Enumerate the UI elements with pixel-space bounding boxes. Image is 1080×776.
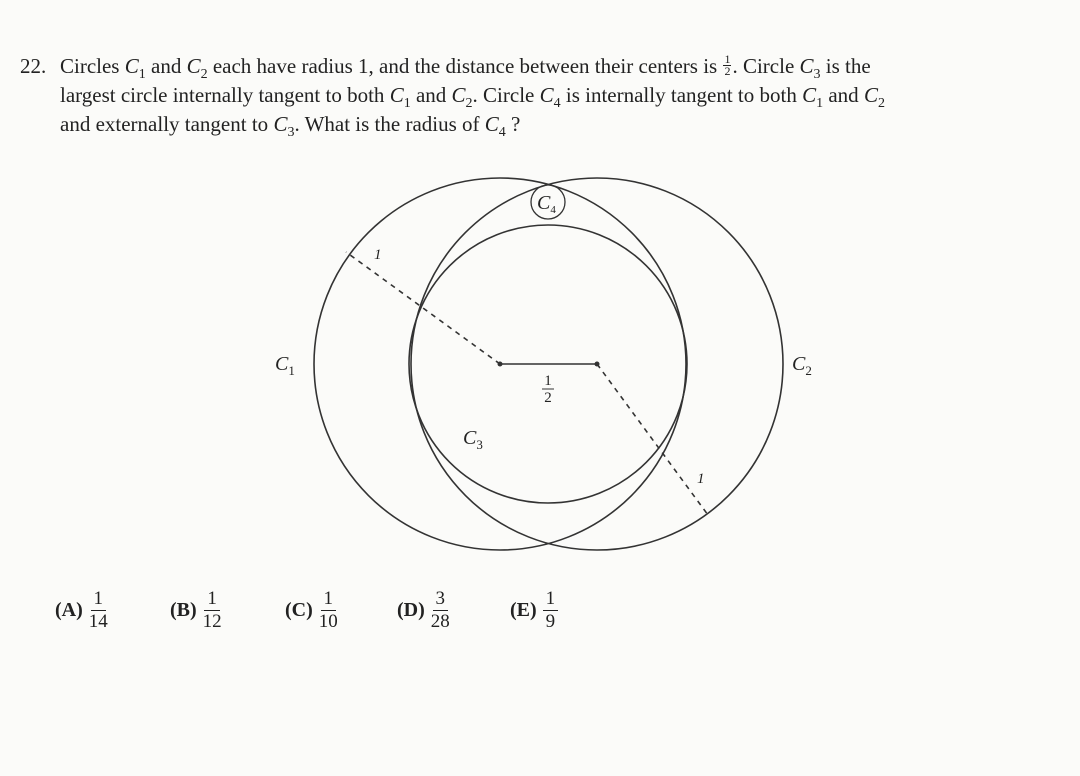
choice-a-fraction: $\frac{1}{14}$: [88, 588, 108, 632]
label-c4: $C_4$: [537, 192, 556, 216]
choice-a[interactable]: (A) $\frac{1}{14}$: [55, 588, 108, 632]
label-c3: $C_3$: [463, 427, 483, 452]
choice-c[interactable]: (C) $\frac{1}{10}$: [285, 588, 338, 632]
radius-dashed-right: [597, 364, 708, 515]
problem-line-1: Circles $C_1$ and $C_2$ each have radius 1, and the distance between their centers is $\frac{1}{2}$ . Circle $C_3$ is the: [60, 51, 871, 83]
choice-e[interactable]: (E) $\frac{1}{9}$: [510, 588, 558, 633]
problem-number: 22.: [20, 54, 47, 78]
label-c2: $C_2$: [792, 353, 812, 378]
problem-line-2: largest circle internally tangent to both $C_1$ and $C_2$. Circle $C_4$ is internally tangent to both $C_1$ and $C_2$: [60, 83, 885, 112]
label-c1: $C_1$: [275, 353, 295, 378]
choice-c-fraction: $\frac{1}{10}$: [318, 588, 338, 632]
inline-fraction-half: $\frac{1}{2}$: [724, 51, 731, 78]
radius-dashed-left: [346, 252, 500, 364]
radius-label-left: 1: [374, 247, 382, 263]
choice-e-fraction: $\frac{1}{9}$: [543, 588, 559, 633]
problem-line-3: and externally tangent to $C_3$. What is the radius of $C_4$ ?: [60, 112, 521, 141]
answer-choices: [55, 588, 655, 658]
choice-b-fraction: $\frac{1}{12}$: [202, 588, 222, 632]
distance-numerator: 1: [544, 373, 552, 389]
choice-d-fraction: $\frac{3}{28}$: [430, 588, 450, 632]
choice-b[interactable]: (B) $\frac{1}{12}$: [170, 588, 222, 632]
choice-d[interactable]: (D) $\frac{3}{28}$: [397, 588, 450, 632]
radius-label-right: 1: [697, 471, 705, 487]
distance-denominator: 2: [544, 390, 552, 406]
